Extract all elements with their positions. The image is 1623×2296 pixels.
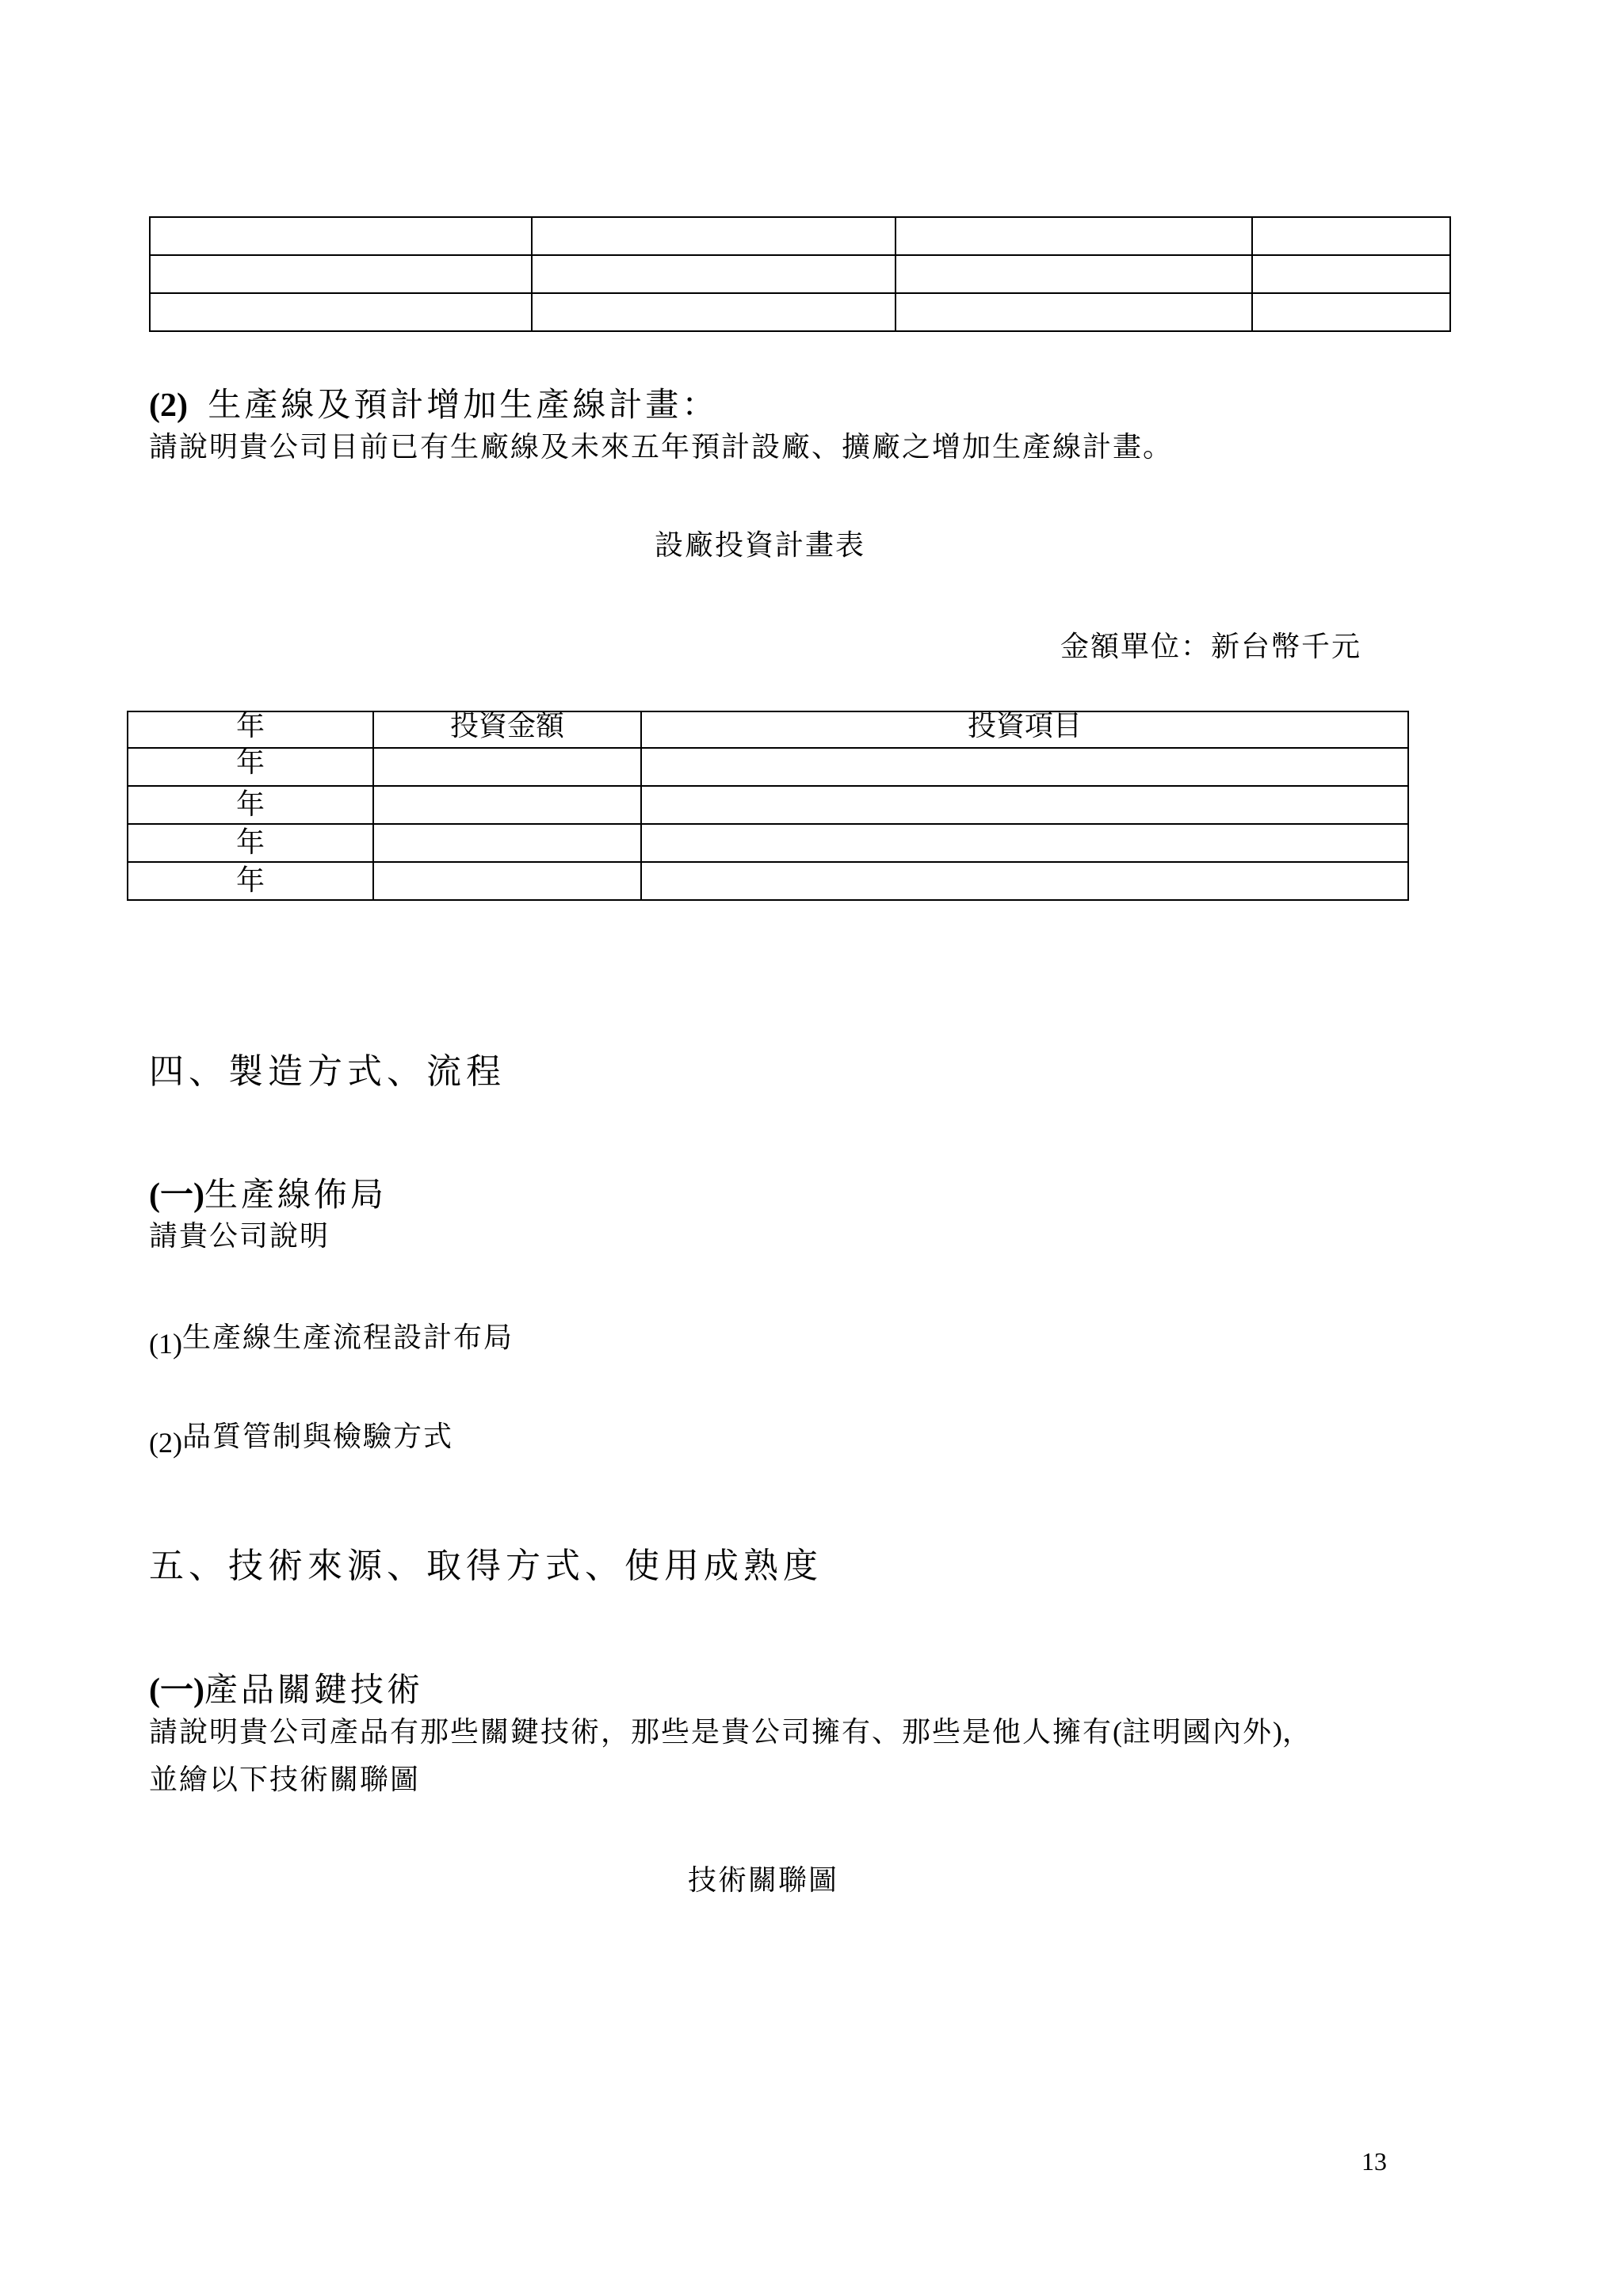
desc-part-b: 註明國內外 [1122,1716,1274,1749]
table-row [128,748,1408,786]
header-year [128,711,373,748]
chapter-4-subheading [149,1169,387,1216]
year-cell [128,786,373,824]
year-label: 年 [235,826,265,859]
investment-plan-table [127,711,1409,901]
item-1-number: (1) [149,1328,182,1360]
table-header-row [128,711,1408,748]
table-row [150,293,1450,331]
item-2-text: 品質管制與檢驗方式 [181,1421,453,1453]
table-row [150,255,1450,293]
table-cell [1252,255,1450,293]
table-cell [532,255,896,293]
table-cell [150,217,532,255]
table-cell [896,293,1252,331]
chapter-5-title: 五、技術來源、取得方式、使用成熟度 [149,1546,823,1586]
investment-table-unit: 金額單位：新台幣千元 [1060,631,1362,663]
section-2-number: (2) [149,387,188,424]
chapter-4-description: 請貴公司說明 [149,1220,330,1253]
year-label: 年 [235,788,265,821]
header-year-label: 年 [235,710,265,742]
table-cell [150,293,532,331]
table-cell [1252,293,1450,331]
section-2-title: 生產線及預計增加生產線計畫： [208,385,719,424]
desc-part-a: 請說明貴公司產品有那些關鍵技術，那些是貴公司擁有、那些是他人擁有 [149,1716,1113,1749]
chapter-4-title: 四、製造方式、流程 [149,1051,506,1092]
year-label: 年 [235,746,265,779]
table-row [128,824,1408,862]
amount-cell [373,786,641,824]
year-label: 年 [235,864,265,897]
table-row [128,862,1408,900]
year-cell [128,824,373,862]
investment-table-caption: 設廠投資計畫表 [655,529,866,562]
header-amount: 投資金額 [373,711,641,748]
item-2-number: (2) [149,1427,182,1459]
header-items: 投資項目 [641,711,1408,748]
table-row [150,217,1450,255]
year-cell [128,748,373,786]
table-cell [532,293,896,331]
item-2 [149,1414,453,1459]
subheading-number: (一) [149,1672,204,1709]
items-cell [641,748,1408,786]
item-1 [149,1315,514,1360]
page-number: 13 [1361,2147,1387,2176]
table-cell [532,217,896,255]
subheading-title: 產品關鍵技術 [204,1670,423,1709]
chapter-5-subheading [149,1664,423,1711]
desc-part-c: ， [1282,1716,1313,1749]
table-cell [896,217,1252,255]
items-cell [641,824,1408,862]
technology-diagram-caption: 技術關聯圖 [688,1864,839,1897]
items-cell [641,786,1408,824]
table-cell [150,255,532,293]
table-row [128,786,1408,824]
desc-paren-open: ( [1113,1716,1123,1748]
amount-cell [373,748,641,786]
section-2-heading [149,379,718,426]
amount-cell [373,824,641,862]
top-empty-table [149,216,1451,332]
year-cell [128,862,373,900]
table-cell [1252,217,1450,255]
items-cell [641,862,1408,900]
amount-cell [373,862,641,900]
section-2-description: 請說明貴公司目前已有生廠線及未來五年預計設廠、擴廠之增加生產線計畫。 [149,431,1174,463]
table-cell [896,255,1252,293]
chapter-5-description-line-1 [149,1710,1312,1750]
item-1-text: 生產線生產流程設計布局 [181,1322,514,1354]
subheading-number: (一) [149,1177,204,1214]
chapter-5-description-line-2: 並繪以下技術關聯圖 [149,1764,421,1796]
subheading-title: 生產線佈局 [204,1175,387,1214]
desc-paren-close: ) [1273,1716,1283,1748]
